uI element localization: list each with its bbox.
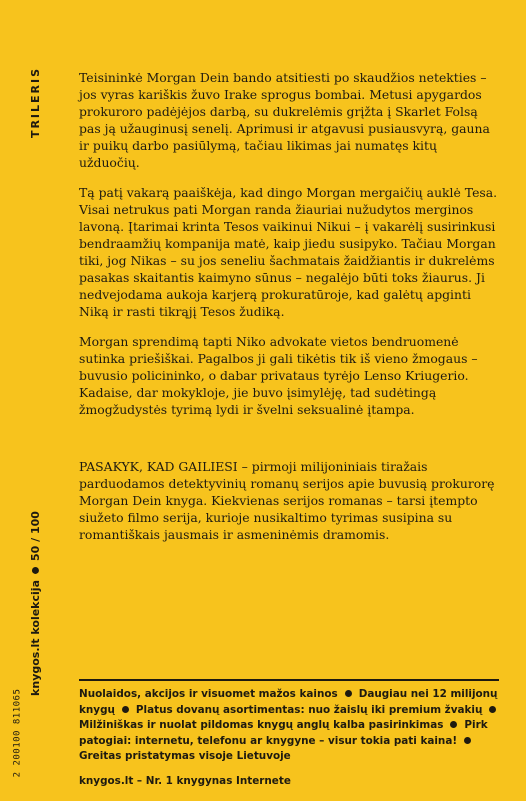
store-benefits xyxy=(79,687,504,765)
benefit-item: Nuolaidos, akcijos ir visuomet mažos kainos xyxy=(79,688,338,700)
bullet-dot-icon xyxy=(122,706,129,713)
collection-label xyxy=(27,478,43,728)
bullet-dot-icon xyxy=(489,706,496,713)
genre-label xyxy=(29,52,43,152)
benefit-item: Pirk patogiai: internetu, telefonu ar knygyne – visur tokia pati kaina! xyxy=(79,719,488,747)
bullet-dot-icon xyxy=(450,721,457,728)
divider xyxy=(79,679,499,681)
blurb xyxy=(79,69,499,556)
collection-name: knygos.lt kolekcija xyxy=(28,579,42,696)
benefit-item: Greitas pristatymas visoje Lietuvoje xyxy=(79,750,291,762)
blurb-paragraph: Morgan sprendimą tapti Niko advokate vietos bendruomenė sutinka priešiškai. Pagalbos ji gali tikėtis tik iš vieno žmogaus – buvusio policininko, o dabar privataus tyrėjo Lenso Kriugerio. Kadaise, dar mokykloje, jie buvo įsimylėję, tad sudėtingą žmogžudystės tyrimą lydi ir švelni seksualinė įtampa. xyxy=(79,334,478,417)
benefit-item: Daugiau nei 12 milijonų knygų xyxy=(79,688,498,716)
promo-paragraph: PASAKYK, KAD GAILIESI – pirmoji milijoniniais tiražais parduodamos detektyvinių romanų serijos apie buvusią prokurorę Morgan Dein knyga. Kiekvienas serijos romanas – tarsi įtempto siužeto filmo serija, kurioje nusikaltimo tyrimas susipina su romantiškais jausmais ir asmeninėmis dramomis. xyxy=(79,459,495,542)
benefit-item: Milžiniškas ir nuolat pildomas knygų anglų kalba pasirinkimas xyxy=(79,719,444,731)
benefit-item: Platus dovanų asortimentas: nuo žaislų iki premium žvakių xyxy=(135,703,483,716)
blurb-paragraph: Teisininkė Morgan Dein bando atsitiesti po skaudžios netekties – jos vyras kariškis žuvo Irake sprogus bombai. Metusi apygardos prokuroro padėjėjos darbą, su dukrelėmis grįžta į Skarlet Folsą pas ją užauginusį senelį. Aprimusi ir atgavusi pusiausvyrą, gauna ir puikų darbo pasiūlymą, tačiau likimas jai numatęs kitų užduočių. xyxy=(79,70,490,170)
barcode-digits-text: 2 200100 811065 xyxy=(12,688,22,777)
bullet-dot-icon xyxy=(32,567,39,574)
bullet-dot-icon xyxy=(345,690,352,697)
genre-label-text: TRILERIS xyxy=(29,66,43,138)
bullet-dot-icon xyxy=(464,737,471,744)
footer-tagline: knygos.lt – Nr. 1 knygynas Internete xyxy=(79,775,291,787)
blurb-paragraph: Tą patį vakarą paaiškėja, kad dingo Morgan mergaičių auklė Tesa. Visai netrukus pati Morgan randa žiauriai nužudytos merginos lavoną. Įtarimai krinta Tesos vaikinui Nikui – į vakarėlį susirinkusi bendraamžių kompanija matė, kaip jiedu susipyko. Tačiau Morgan tiki, jog Nikas – su jos seneliu šachmatais žaidžiantis ir dukrelėms pasakas skaitantis kaimyno sūnus – negalėjo būti toks žiaurus. Ji nedvejodama aukoja karjerą prokuratūroje, kad galėtų apginti Niką ir rasti tikrąjį Tesos žudiką. xyxy=(79,185,498,319)
barcode-digits xyxy=(12,670,22,795)
collection-count: 50 / 100 xyxy=(28,510,42,561)
